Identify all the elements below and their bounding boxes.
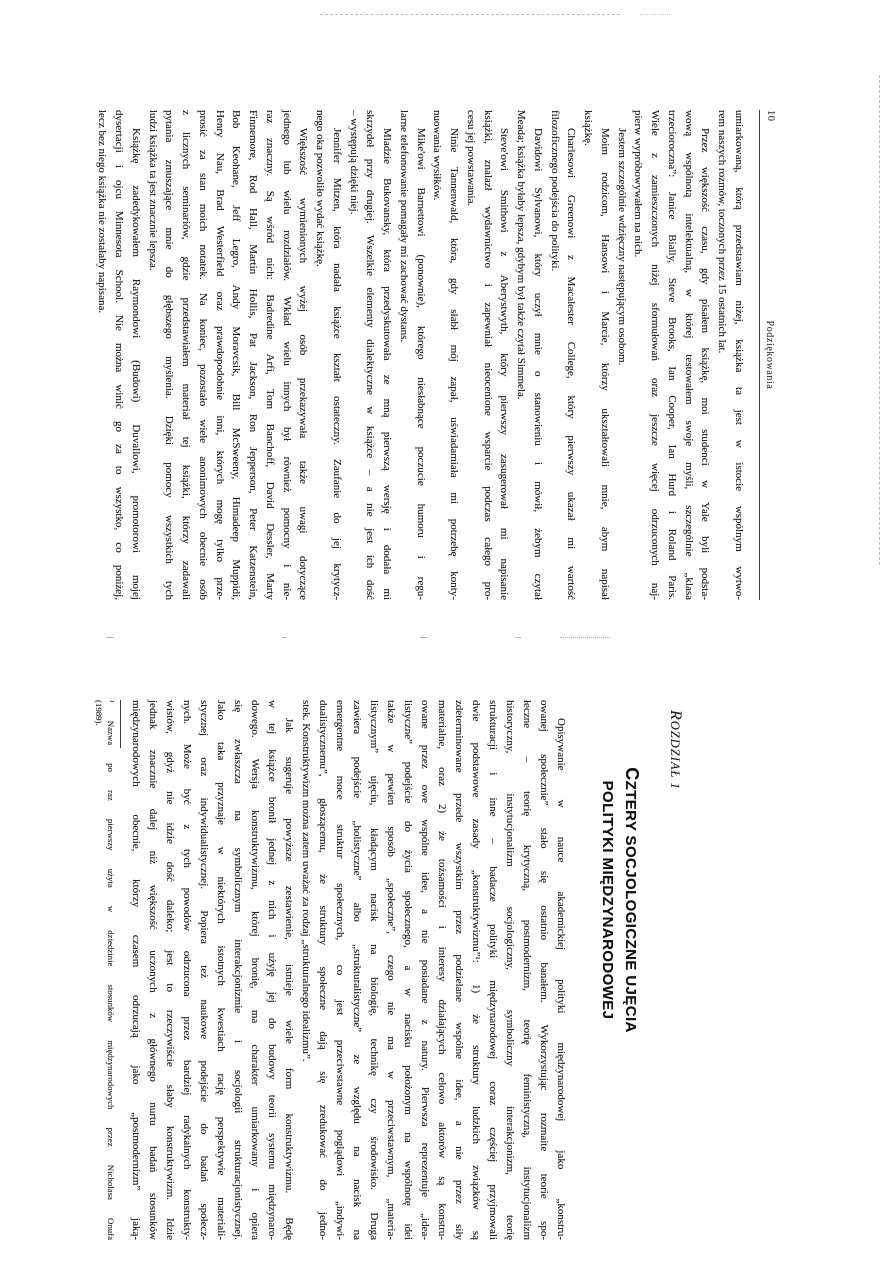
text-line: raz znaczny. Są wśród nich: Badredine Arfi, Tom Banchoff, David Dessler, Marty bbox=[264, 110, 276, 600]
text-line: rem naszych rozmów, toczonych przez 15 ostatnich lat. bbox=[716, 110, 729, 354]
text-line: się zwłaszcza na symbolicznym interakcjonizmie i socjologii strukturacjonistycznej. bbox=[232, 700, 244, 1240]
text-line: filozoficznego podejścia do polityki. bbox=[548, 110, 561, 272]
text-line: nego oka pozwoliło wydać książkę. bbox=[314, 110, 327, 267]
text-line: Opisywanie w nauce akademickiej polityki międzynarodowej jako „konstru- bbox=[555, 718, 567, 1240]
text-line: także w pewien sposób „społeczne”, czego nie ma w przeciwstawnym, „materia- bbox=[385, 700, 397, 1240]
text-line: nuowania wysiłków. bbox=[431, 110, 444, 201]
footnote-line: (1989). bbox=[94, 700, 104, 726]
scan-artifact-top-specks bbox=[640, 14, 670, 15]
chapter-title-line1: CZTERY SOCJOLOGICZNE UJĘCIA bbox=[622, 767, 642, 1033]
text-line: prosić za stan moich notatek. Na koniec, pozostało wiele anonimowych obecnie osób bbox=[197, 110, 209, 600]
footnote-line: ¹ Nazwa po raz pierwszy użyta w dziedzinie stosunków międzynarodowych przez Nicholasa Onufa bbox=[106, 700, 116, 1240]
text-line: materialne, oraz 2) że tożsamości i interesy działających celowo aktorów są konstru- bbox=[436, 700, 448, 1240]
text-line: historyczny, instytucjonalizm socjologiczny, symboliczny interakcjonizm, teorię bbox=[504, 700, 516, 1240]
text-line: larne telefonowanie pomagały mi zachować dystans. bbox=[398, 110, 410, 343]
text-line: dowego. Wersja konstruktywizmu, której bronię, ma charakter umiarkowany i opiera bbox=[249, 700, 261, 1240]
text-line: Henry Nau, Brad Westerfield oraz prawdopodobnie inni, których mogę tylko prze- bbox=[213, 110, 226, 600]
text-line: listyczne” podejście do życia społecznego, a w nacisku położonym na wspólnotę idei bbox=[402, 700, 414, 1240]
page-content bbox=[93, 700, 684, 1240]
text-line: zdeterminowane przede wszystkim przez podzielane wspólne idee, a nie przez siły bbox=[453, 700, 465, 1240]
text-line: Wiele z zamieszczonych niżej sformułowań oraz jeszcze więcej odrzuconych naj- bbox=[649, 110, 662, 600]
text-line: lecz bez niego książka nie zostałaby napisana. bbox=[96, 110, 109, 314]
text-line: jednego lub wielu rozdziałów. Wkład wielu innych był również pomocny i nie- bbox=[280, 110, 293, 600]
text-line: Jestem szczególnie wdzięczny następującym osobom. bbox=[615, 128, 628, 366]
text-line: Mike'owi Barnettowi (ponownie), którego niesłabnące poczucie humoru i regu- bbox=[414, 128, 427, 600]
running-header-title: Podziękowania bbox=[764, 320, 775, 390]
text-line: emergentne moce struktur społecznych, co jest przeciwstawne poglądowi „indywi- bbox=[334, 700, 346, 1240]
text-line: trzecioroczna”: Janice Bially, Steve Brooks, Ian Cooper, Ian Hurd i Roland Paris. bbox=[666, 110, 678, 600]
footnote-rule bbox=[120, 700, 121, 748]
scan-artifact-speck bbox=[282, 637, 287, 638]
text-line: skrzydeł przy drugiej. Wszelkie elementy dialektyczne w książce – a nie jest ich dość bbox=[364, 110, 377, 600]
text-line: listycznym” ujęciu, kładącym nacisk na biologię, technikę czy środowisko. Druga bbox=[368, 700, 380, 1240]
text-line: zawiera podejście „holistyczne” albo „strukturalistyczne” ze względu na nacisk na bbox=[351, 700, 363, 1240]
text-line: Steve'owi Smithowi z Aberystwyth, który pierwszy zasugerował mi napisanie bbox=[498, 128, 511, 600]
text-line: Jak sugeruje powyższe zestawienie, istnieje wiele form konstruktywizmu. Będę bbox=[283, 718, 295, 1240]
text-line: – występują dzięki niej. bbox=[347, 110, 360, 215]
text-line: pierw wypróbowywałem na nich. bbox=[632, 110, 645, 258]
page-acknowledgments bbox=[85, 55, 780, 615]
scan-artifact-top-line bbox=[320, 14, 620, 15]
scan-artifact-speck bbox=[515, 637, 521, 638]
text-line: Ninie Tannenwald, która, gdy słabł mój zapał, uświadamiała mi potrzebę konty- bbox=[448, 128, 461, 600]
text-line: Meada; książka byłaby lepsza, gdybym był także czytał Simmela. bbox=[515, 110, 528, 400]
text-line: wistów, gdyż nie idzie dość daleko; jest to rzeczywiście słaby konstruktywizm. Idzie bbox=[164, 700, 176, 1240]
scan-artifact-speck bbox=[106, 637, 114, 638]
text-line: Charlesowi Greenowi z Macalester College, który pierwszy ukazał mi wartość bbox=[565, 128, 578, 600]
text-line: stek. Konstruktywizm można zatem uważać za rodzaj „strukturalnego idealizmu”. bbox=[300, 700, 312, 1062]
text-line: dualistycznemu”, głoszącemu, że struktury społeczne dają się zredukować do jedno- bbox=[317, 700, 329, 1240]
text-line: ludzi książka ta jest znacznie lepsza. bbox=[146, 110, 159, 271]
page-content bbox=[94, 110, 780, 600]
text-line: umiarkowaną, którą przedstawiam niżej, książka ta jest w istocie wspólnym wytwo- bbox=[733, 110, 745, 600]
text-line: Mladzie Bukovansky, która przedyskutowała ze mną pierwszą wersję i dodała mi bbox=[381, 128, 394, 600]
chapter-body bbox=[127, 700, 569, 1240]
chapter-label: ROZDZIAŁ 1 bbox=[667, 710, 684, 790]
text-line: owane przez owe wspólne idee, a nie posiadane z natury. Pierwsza reprezentuje „idea- bbox=[419, 700, 431, 1240]
page-number: 10 bbox=[765, 110, 776, 122]
text-line: łeczne – teorię krytyczną, postmodernizm, teorię feministyczną, instytucjonalizm bbox=[521, 700, 533, 1240]
chapter-title bbox=[599, 700, 642, 1100]
chapter-title-line2: POLITYKI MIĘDZYNARODOWEJ bbox=[599, 780, 616, 1020]
text-line: dwie podstawowe zasady „konstruktywizmu”¹: 1) że struktury ludzkich związków są bbox=[470, 700, 482, 1240]
scan-artifact-speck bbox=[560, 637, 610, 638]
running-header bbox=[759, 110, 780, 600]
text-line: owanej społecznie” stało się ostatnio banałem. Wykorzystując rozmaite teorie spo- bbox=[538, 700, 550, 1240]
text-line: Jennifer Mitzen, która nadała książce kształt ostateczny. Zaufanie do jej krytycz- bbox=[331, 128, 343, 600]
text-line: Bob Keohane, Jeff Legro, Andy Moravcsik, Bill McSweeny, Himadeep Muppidi, bbox=[230, 110, 243, 600]
scan-artifact-page-edge bbox=[879, 75, 880, 565]
text-line: Finnemore, Rod Hall, Martin Hollis, Pat Jackson, Ron Jepperson, Peter Katzenstein, bbox=[247, 110, 260, 600]
text-line: Książkę zadedykowałem Raymondowi (Budowi) Duvallowi, promotorowi mojej bbox=[130, 128, 142, 600]
text-line: dysertacji i ojcu Minnesota School. Nie można winić go za to wszystko, co poniżej, bbox=[113, 110, 126, 600]
text-line: Davidowi Sylvanowi, który uczył mnie o stanowieniu i mówił, żebym czytał bbox=[532, 128, 544, 600]
text-line: Przez większość czasu, gdy pisałem książkę, moi studenci w Yale byli podsta- bbox=[699, 128, 712, 600]
text-line: książkę. bbox=[582, 110, 595, 146]
text-line: Większość wymienionych wyżej osób przekazywała także uwagi dotyczące bbox=[297, 128, 310, 600]
footnote bbox=[93, 700, 117, 1240]
text-line: międzynarodowych obecnie, którzy czasem odrzucają jako „postmodernizm” jaką- bbox=[130, 700, 142, 1240]
text-line: nych. Może być z tych powodów odrzucona przez bardziej radykalnych konstrukty- bbox=[181, 700, 193, 1240]
text-line: stycznej oraz indywidualistycznej. Popiera też naukowe podejście do badań społecz- bbox=[198, 700, 210, 1240]
text-line: książki, znalazł wydawnictwo i zapewniał nieocenione wsparcie podczas całego pro- bbox=[481, 110, 494, 600]
acknowledgments-body bbox=[94, 110, 747, 600]
page-chapter-one bbox=[88, 645, 690, 1255]
text-line: w tej książce bronił jednej z nich i użyję jej do budowy teorii systemu międzynaro- bbox=[266, 700, 278, 1240]
text-line: z licznych seminariów, gdzie przedstawiałem materiał tej książki, którzy zadawali bbox=[180, 110, 193, 600]
text-line: Jako taka przyznaje w niektórych istotnych kwestiach rację perspektywie materiali- bbox=[215, 700, 227, 1240]
scan-artifact-speck bbox=[420, 637, 427, 638]
text-line: wową wspólnotą intelektualną, w której testowałem swoje myśli, szczególnie „klasa bbox=[682, 110, 695, 600]
text-line: pytania zmuszające mnie do głębszego myślenia. Dzięki pomocy wszystkich tych bbox=[163, 110, 176, 600]
text-line: strukturacji i inne – badacze polityki międzynarodowej coraz częściej przyjmowali bbox=[487, 700, 499, 1240]
text-line: jednak znacznie dalej niż większość uczonych z głównego nurtu badań stosunków bbox=[147, 700, 159, 1240]
text-line: Moim rodzicom, Hansowi i Marcie, którzy ukształtowali mnie, abym napisał bbox=[599, 128, 611, 600]
text-line: cesu jej powstawania. bbox=[465, 110, 477, 207]
